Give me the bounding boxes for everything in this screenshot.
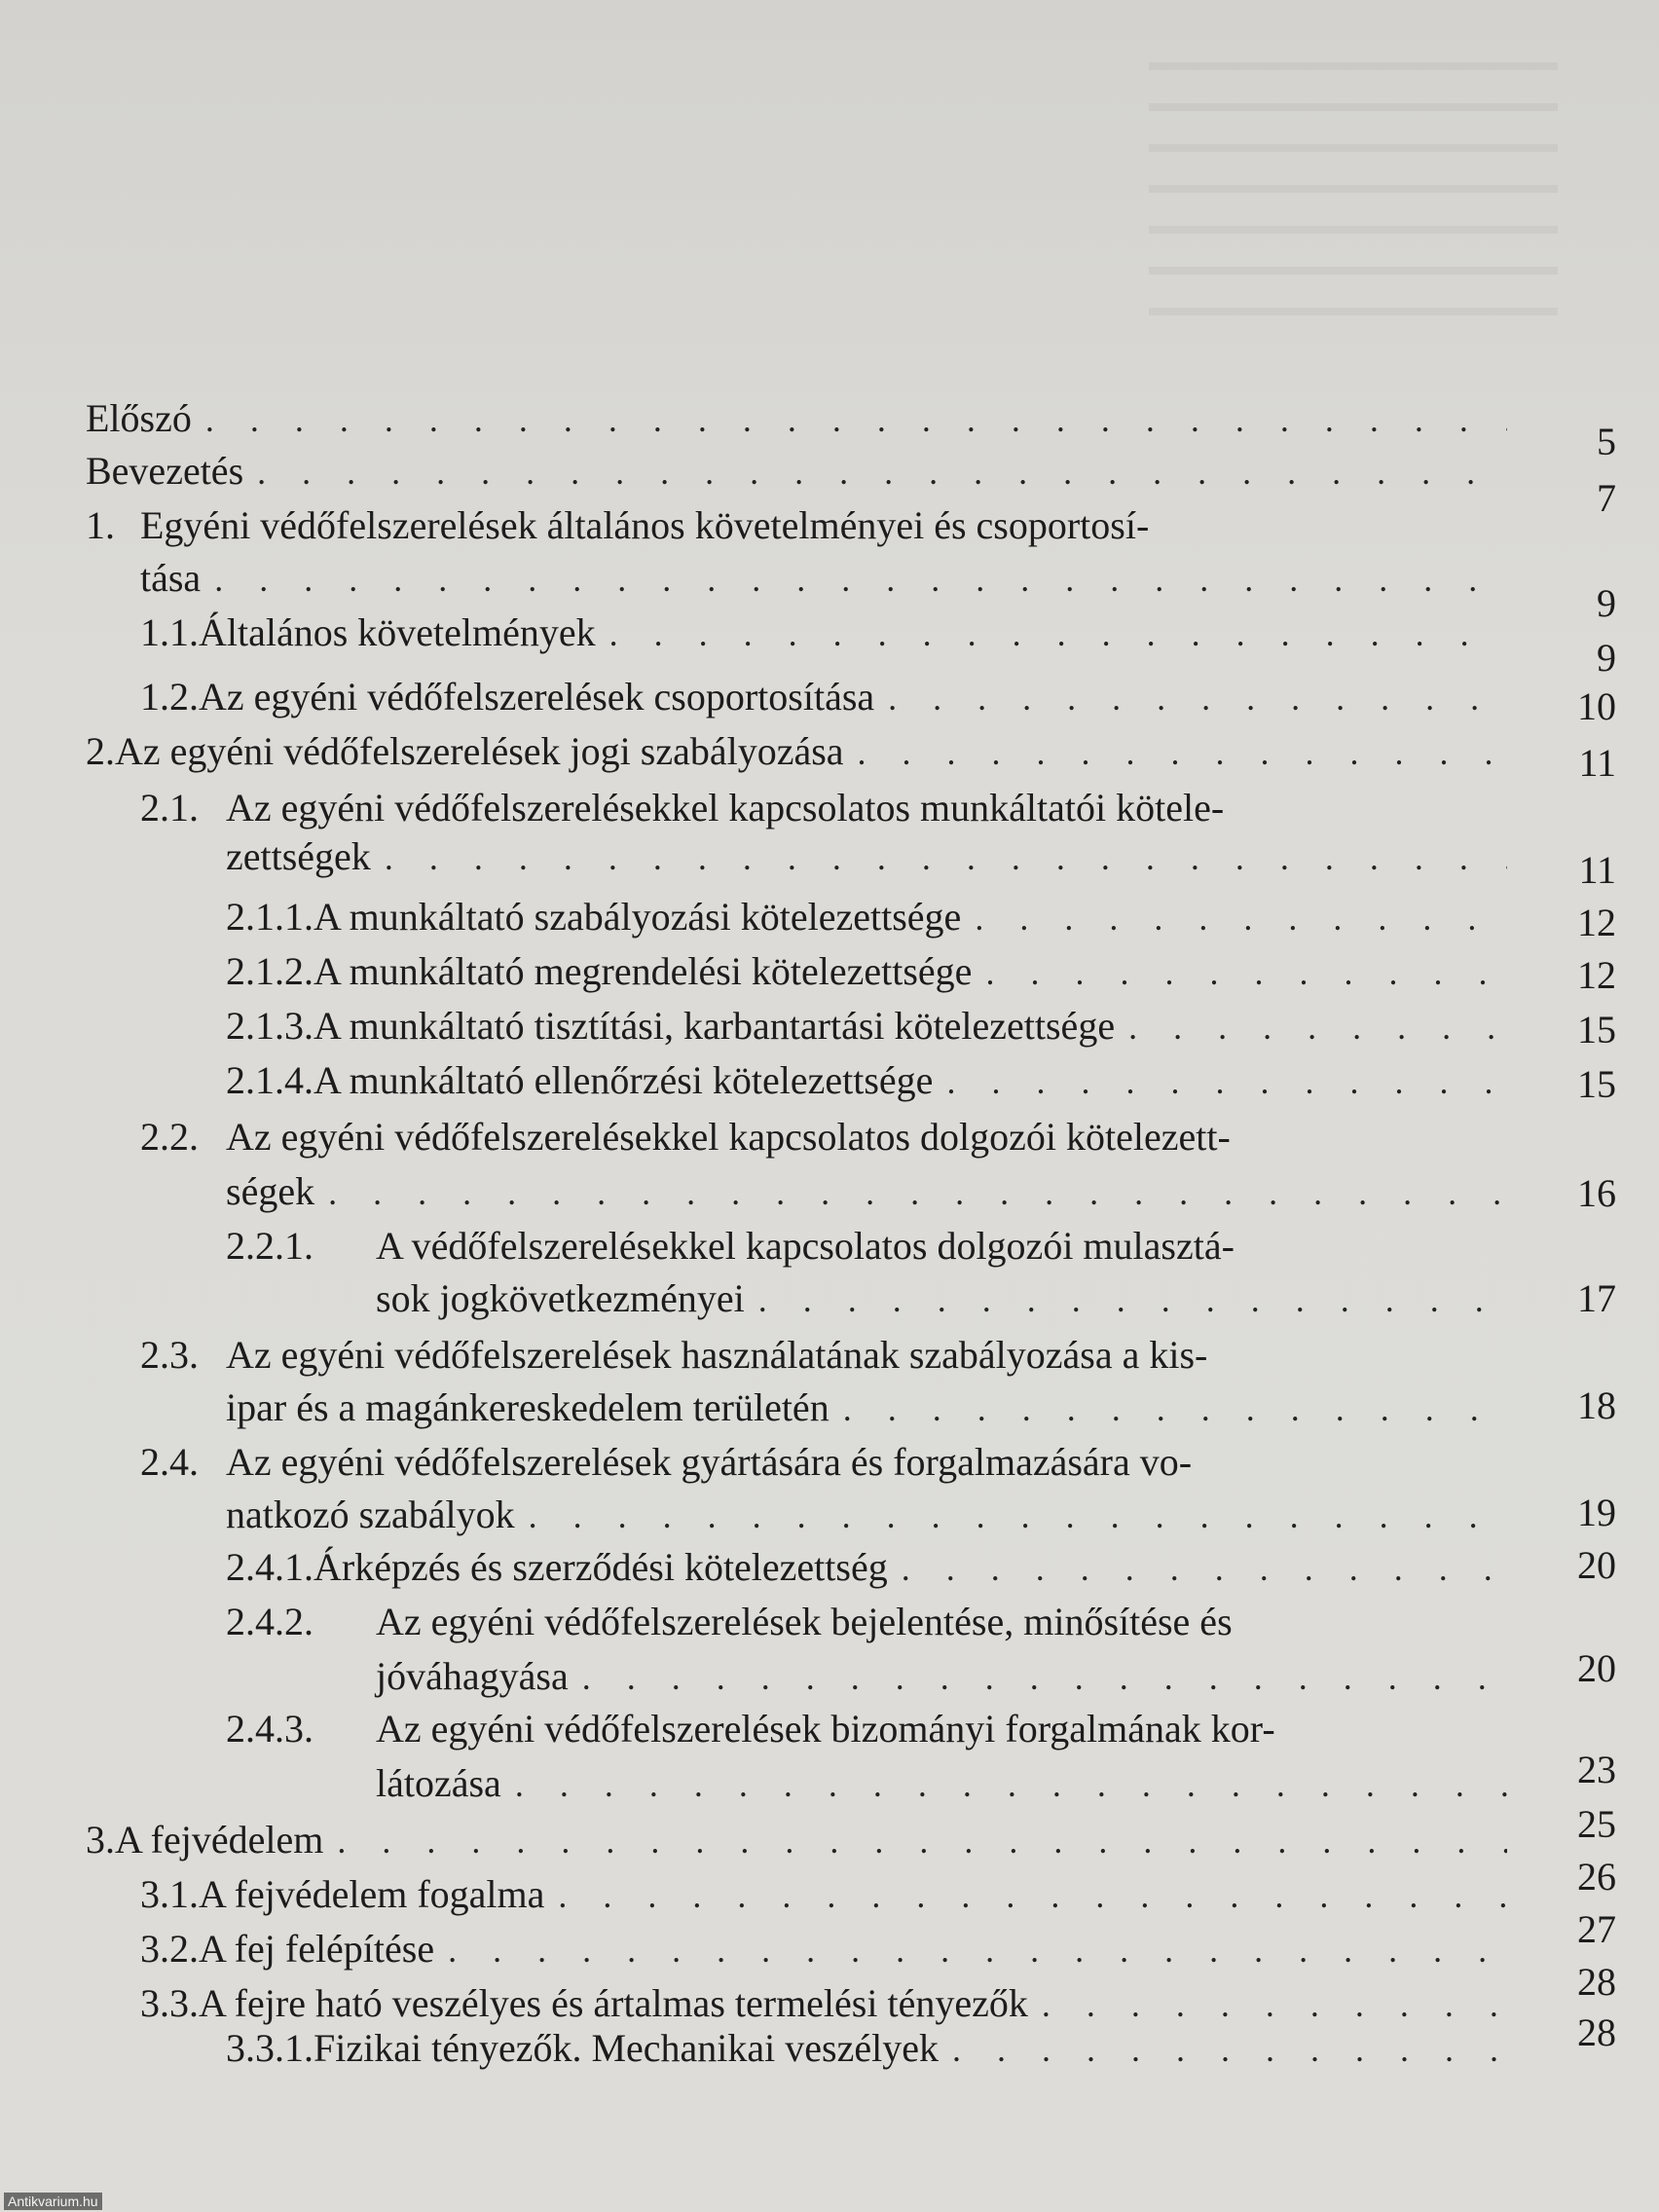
toc-line <box>86 728 1507 776</box>
leader-dots <box>214 556 1507 603</box>
toc-line <box>226 1599 1507 1645</box>
toc-entry-number: 2.1.3. <box>226 1004 313 1048</box>
toc-entry-title: A fejre ható veszélyes és ártalmas termelési tényezők <box>199 1981 1028 2025</box>
toc-entry-number: 1. <box>86 503 115 547</box>
leader-dots <box>902 1545 1507 1592</box>
toc-entry-number: 2.2. <box>140 1115 199 1159</box>
toc-entry-title: Előszó <box>86 396 192 440</box>
toc-page-number: 9 <box>1597 581 1616 625</box>
toc-entry-title: Az egyéni védőfelszerelések jogi szabályozása <box>115 729 844 773</box>
toc-entry-title: Az egyéni védőfelszerelések gyártására és forgalmazására vo- <box>226 1440 1193 1484</box>
toc-entry-title: Árképzés és szerződési kötelezettség <box>313 1545 888 1589</box>
toc-entry-title-continuation: ségek <box>226 1169 315 1213</box>
toc-line <box>86 448 1507 496</box>
toc-entry-number: 2.2.1. <box>226 1224 313 1268</box>
toc-entry-title: Egyéni védőfelszerelések általános követelményei és csoportosí- <box>140 503 1150 547</box>
toc-page-number: 17 <box>1577 1276 1616 1320</box>
toc-page-number: 9 <box>1597 636 1616 680</box>
toc-page-number: 11 <box>1578 741 1616 785</box>
leader-dots <box>858 729 1507 776</box>
toc-entry-number: 3.2. <box>140 1927 199 1971</box>
toc-entry-number: 2.3. <box>140 1333 199 1377</box>
toc-entry-number: 2.1.1. <box>226 895 313 939</box>
watermark: Antikvarium.hu <box>4 2193 102 2210</box>
toc-entry-title-continuation: ipar és a magánkereskedelem területén <box>226 1385 830 1429</box>
toc-entry-title: A fej felépítése <box>199 1927 435 1971</box>
toc-line <box>140 1980 1507 2028</box>
toc-entry-title: A munkáltató tisztítási, karbantartási kötelezettsége <box>313 1004 1116 1048</box>
toc-entry-number: 2.4.1. <box>226 1545 313 1589</box>
toc-page-number: 26 <box>1577 1855 1616 1899</box>
toc-line <box>376 1275 1507 1323</box>
toc-entry-title: Az egyéni védőfelszerelések bejelentése, minősítése és <box>376 1600 1233 1643</box>
toc-entry-number: 2.4.3. <box>226 1707 313 1751</box>
toc-entry-title-continuation: sok jogkövetkezményei <box>376 1276 745 1320</box>
toc-page-number: 19 <box>1577 1491 1616 1534</box>
toc-entry-title-continuation: zettségek <box>226 834 371 878</box>
leader-dots <box>888 675 1507 721</box>
toc-entry-number: 1.2. <box>140 675 199 719</box>
leader-dots <box>328 1169 1507 1216</box>
toc-entry-number: 3. <box>86 1818 115 1862</box>
toc-entry-title: A munkáltató ellenőrzési kötelezettsége <box>313 1058 934 1102</box>
toc-line <box>226 894 1507 941</box>
toc-line <box>86 395 1507 443</box>
toc-line <box>226 1057 1507 1105</box>
toc-line <box>140 1439 1507 1486</box>
leader-dots <box>337 1818 1507 1864</box>
toc-line <box>226 1544 1507 1592</box>
toc-entry-title: Az egyéni védőfelszerelések használatának szabályozása a kis- <box>226 1333 1208 1377</box>
leader-dots <box>1128 1004 1507 1051</box>
toc-page-number: 25 <box>1577 1802 1616 1846</box>
leader-dots <box>515 1761 1507 1808</box>
toc-entry-title: A védőfelszerelésekkel kapcsolatos dolgozói mulasztá- <box>376 1224 1235 1268</box>
leader-dots <box>985 949 1507 996</box>
leader-dots <box>952 2026 1507 2073</box>
leader-dots <box>946 1058 1507 1105</box>
toc-entry-title-continuation: tása <box>140 556 202 600</box>
toc-line <box>226 2025 1507 2073</box>
toc-line <box>140 609 1507 657</box>
toc-line <box>140 1114 1507 1161</box>
toc-entry-number: 3.1. <box>140 1872 199 1916</box>
toc-line <box>140 674 1507 721</box>
toc-page-number: 18 <box>1577 1383 1616 1427</box>
toc-entry-title: Az egyéni védőfelszerelésekkel kapcsolatos dolgozói kötelezett- <box>226 1115 1231 1159</box>
toc-entry-number: 2.1. <box>140 786 199 830</box>
toc-line <box>226 1003 1507 1051</box>
toc-entry-title-continuation: jóváhagyása <box>376 1654 569 1698</box>
toc-entry-number: 2.1.4. <box>226 1058 313 1102</box>
toc-line <box>376 1760 1507 1808</box>
toc-line <box>226 833 1507 881</box>
toc-line <box>140 1332 1507 1379</box>
toc-page-number: 7 <box>1597 476 1616 520</box>
leader-dots <box>205 396 1507 443</box>
toc-page-number: 23 <box>1577 1748 1616 1791</box>
leader-dots <box>1042 1981 1507 2028</box>
toc-page-number: 27 <box>1577 1907 1616 1951</box>
toc-line <box>226 1706 1507 1752</box>
toc-entry-title-continuation: látozása <box>376 1761 501 1805</box>
toc-entry-number: 3.3.1. <box>226 2026 313 2070</box>
toc-page-number: 5 <box>1597 420 1616 463</box>
leader-dots <box>448 1927 1507 1973</box>
toc-entry-number: 2.4.2. <box>226 1600 313 1643</box>
toc-line <box>140 1926 1507 1973</box>
toc-page-number: 28 <box>1577 2010 1616 2054</box>
toc-entry-title: Az egyéni védőfelszerelések bizományi forgalmának kor- <box>376 1707 1275 1751</box>
toc-page-number: 12 <box>1577 901 1616 944</box>
toc-entry-title: Az egyéni védőfelszerelésekkel kapcsolatos munkáltatói kötele- <box>226 786 1225 830</box>
toc-line <box>226 1492 1507 1539</box>
toc-entry-title: Általános követelmények <box>199 610 596 654</box>
toc-entry-title: Fizikai tényezők. Mechanikai veszélyek <box>313 2026 939 2070</box>
toc-page-number: 20 <box>1577 1543 1616 1587</box>
toc-page-number: 11 <box>1578 848 1616 892</box>
toc-entry-title: A fejvédelem fogalma <box>199 1872 545 1916</box>
toc-page-number: 28 <box>1577 1960 1616 2004</box>
leader-dots <box>385 834 1507 881</box>
toc-page-number: 10 <box>1577 684 1616 728</box>
toc-page-number: 20 <box>1577 1646 1616 1690</box>
leader-dots <box>558 1872 1507 1919</box>
toc-line <box>376 1653 1507 1701</box>
toc-entry-title: Az egyéni védőfelszerelések csoportosítása <box>199 675 875 719</box>
toc-line <box>86 502 1507 549</box>
toc-entry-number: 1.1. <box>140 610 199 654</box>
toc-entry-title-continuation: natkozó szabályok <box>226 1493 515 1536</box>
toc-line <box>226 1384 1507 1432</box>
toc-line <box>226 1223 1507 1270</box>
leader-dots <box>975 895 1507 941</box>
toc-line <box>226 1168 1507 1216</box>
toc-line <box>140 785 1507 831</box>
leader-dots <box>257 449 1507 496</box>
toc-entry-title: Bevezetés <box>86 449 244 493</box>
toc-page-number: 15 <box>1577 1062 1616 1106</box>
leader-dots <box>758 1276 1507 1323</box>
leader-dots <box>609 610 1507 657</box>
toc-entry-title: A munkáltató megrendelési kötelezettsége <box>313 949 973 993</box>
toc-line <box>226 948 1507 996</box>
toc-page-number: 16 <box>1577 1171 1616 1215</box>
toc-line <box>86 1817 1507 1864</box>
toc-entry-title: A munkáltató szabályozási kötelezettsége <box>313 895 962 939</box>
toc-entry-number: 2.4. <box>140 1440 199 1484</box>
toc-page-number: 15 <box>1577 1008 1616 1051</box>
toc-page-number: 12 <box>1577 953 1616 997</box>
toc-line <box>140 555 1507 603</box>
leader-dots <box>843 1385 1507 1432</box>
toc-entry-number: 2. <box>86 729 115 773</box>
leader-dots <box>582 1654 1507 1701</box>
toc-entry-title: A fejvédelem <box>115 1818 324 1862</box>
toc-line <box>140 1871 1507 1919</box>
leader-dots <box>529 1493 1507 1539</box>
toc-entry-number: 2.1.2. <box>226 949 313 993</box>
toc-entry-number: 3.3. <box>140 1981 199 2025</box>
